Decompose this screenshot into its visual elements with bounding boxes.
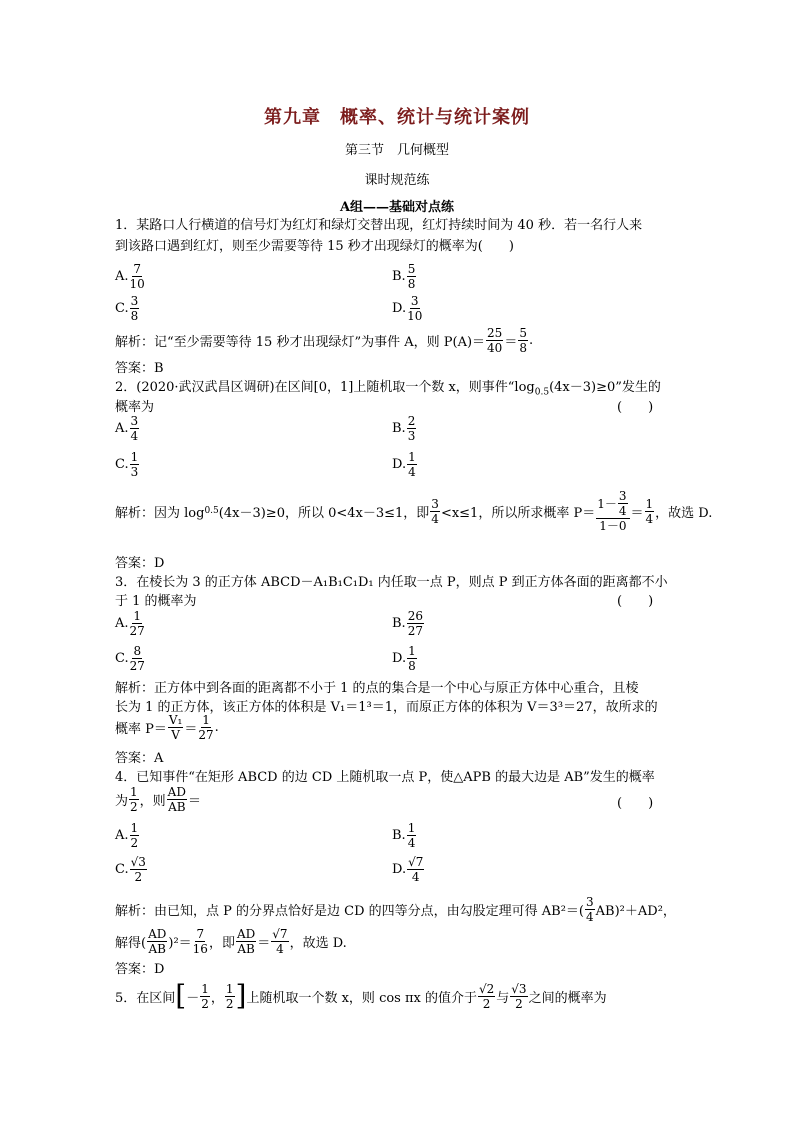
q3-stem-line2: 于 1 的概率为 (115, 594, 197, 609)
q4-option-c: C. $\frac{√3}{2}$ (115, 855, 146, 884)
q3-analysis-line2: 长为 1 的正方体，该正方体的体积是 V₁＝1³＝1，而原正方体的体积为 V＝3³＝27，故所求的 (115, 700, 658, 715)
practice-title: 课时规范练 (364, 173, 430, 188)
q3-analysis-line1: 解析：正方体中到各面的距离都不小于 1 的点的集合是一个中心与原正方体中心重合，且棱 (115, 681, 639, 696)
q3-option-b: B. $\frac{26}{27}$ (392, 609, 423, 638)
q1-analysis: 解析：记“至少需要等待 15 秒才出现绿灯”为事件 A，则 P(A)＝ $\frac{25}{40}$ ＝ $\frac{5}{8}$ . (115, 326, 534, 355)
q2-answer-paren: ( ) (617, 400, 654, 415)
q3-answer-paren: ( ) (617, 594, 654, 609)
q4-answer-paren: ( ) (617, 796, 654, 811)
q4-option-a: A. $\frac{1}{2}$ (115, 821, 139, 850)
q4-option-d: D. $\frac{√7}{4}$ (392, 855, 424, 884)
q4-stem-line1: 4．已知事件“在矩形 ABCD 的边 CD 上随机取一点 P，使△APB 的最大边是 AB”发生的概率 (115, 770, 655, 785)
q5-stem: 5．在区间 [ － $\frac{1}{2}$ ， $\frac{1}{2}$ ] 上随机取一个数 x，则 cos πx 的值介于 $\frac{√2}{2}$ 与 $\frac{√3}{2}$ 之间的概率为 (115, 979, 607, 1012)
group-title: A组——基础对点练 (339, 200, 455, 215)
q2-option-d: D. $\frac{1}{4}$ (392, 450, 416, 479)
q2-analysis: 解析：因为 log 0.5 (4x－3)≥0，所以 0<4x－3≤1，即 $\frac{3}{4}$ <x≤1，所以所求概率 P＝ 1－ $\frac{3}{4}$ 1－0 ＝ $\frac{1}{4}$ ，故选 D. (115, 489, 713, 533)
q3-stem-line1: 3．在棱长为 3 的正方体 ABCD－A₁B₁C₁D₁ 内任取一点 P，则点 P 到正方体各面的距离都不小 (115, 575, 668, 590)
q3-analysis-line3: 概率 P＝ $\frac{\text{V₁}}{V}$ ＝ $\frac{1}{27}$ . (115, 713, 219, 742)
q2-compound-fraction: 1－ $\frac{3}{4}$ 1－0 (596, 490, 629, 532)
q4-answer: 答案：D (115, 962, 165, 977)
q1-stem-line2: 到该路口遇到红灯，则至少需要等待 15 秒才出现绿灯的概率为( ) (115, 239, 514, 254)
q1-stem-line1: 1．某路口人行横道的信号灯为红灯和绿灯交替出现，红灯持续时间为 40 秒．若一名行人来 (115, 218, 643, 233)
q4-analysis-line2: 解得( $\frac{AD}{AB}$ )²＝ $\frac{7}{16}$ ，即 $\frac{AD}{AB}$ ＝ $\frac{√7}{4}$ ，故选 D. (115, 927, 347, 956)
q2-option-c: C. $\frac{1}{3}$ (115, 450, 139, 479)
q3-answer: 答案：A (115, 751, 164, 766)
q1-option-c: C. $\frac{3}{8}$ (115, 294, 139, 323)
q4-stem-line2: 为 $\frac{1}{2}$ ，则 $\frac{AD}{AB}$ ＝ (115, 785, 201, 814)
section-title: 第三节 几何概型 (344, 143, 449, 158)
q2-stem-line2: 概率为 (115, 400, 155, 415)
q1-answer: 答案：B (115, 361, 164, 376)
q4-option-b: B. $\frac{1}{4}$ (392, 821, 416, 850)
q1-option-b: B. $\frac{5}{8}$ (392, 262, 416, 291)
q2-stem-line1: 2．(2020·武汉武昌区调研)在区间[0，1]上随机取一个数 x，则事件“$\log_{0.5}(4x-3)\ge 0$”发生的 (115, 380, 661, 398)
q3-option-d: D. $\frac{1}{8}$ (392, 644, 416, 673)
chapter-title: 第九章 概率、统计与统计案例 (264, 107, 530, 128)
q1-option-d: D. $\frac{3}{10}$ (392, 294, 423, 323)
q1-option-a: A. $\frac{7}{10}$ (115, 262, 145, 291)
q3-option-c: C. $\frac{8}{27}$ (115, 644, 145, 673)
q3-option-a: A. $\frac{1}{27}$ (115, 609, 145, 638)
q4-analysis-line1: 解析：由已知，点 P 的分界点恰好是边 CD 的四等分点，由勾股定理可得 AB²＝( $\frac{3}{4}$ AB)²＋AD²， (115, 895, 676, 924)
q2-option-a: A. $\frac{3}{4}$ (115, 414, 139, 443)
q2-answer: 答案：D (115, 556, 165, 571)
q2-option-b: B. $\frac{2}{3}$ (392, 414, 416, 443)
